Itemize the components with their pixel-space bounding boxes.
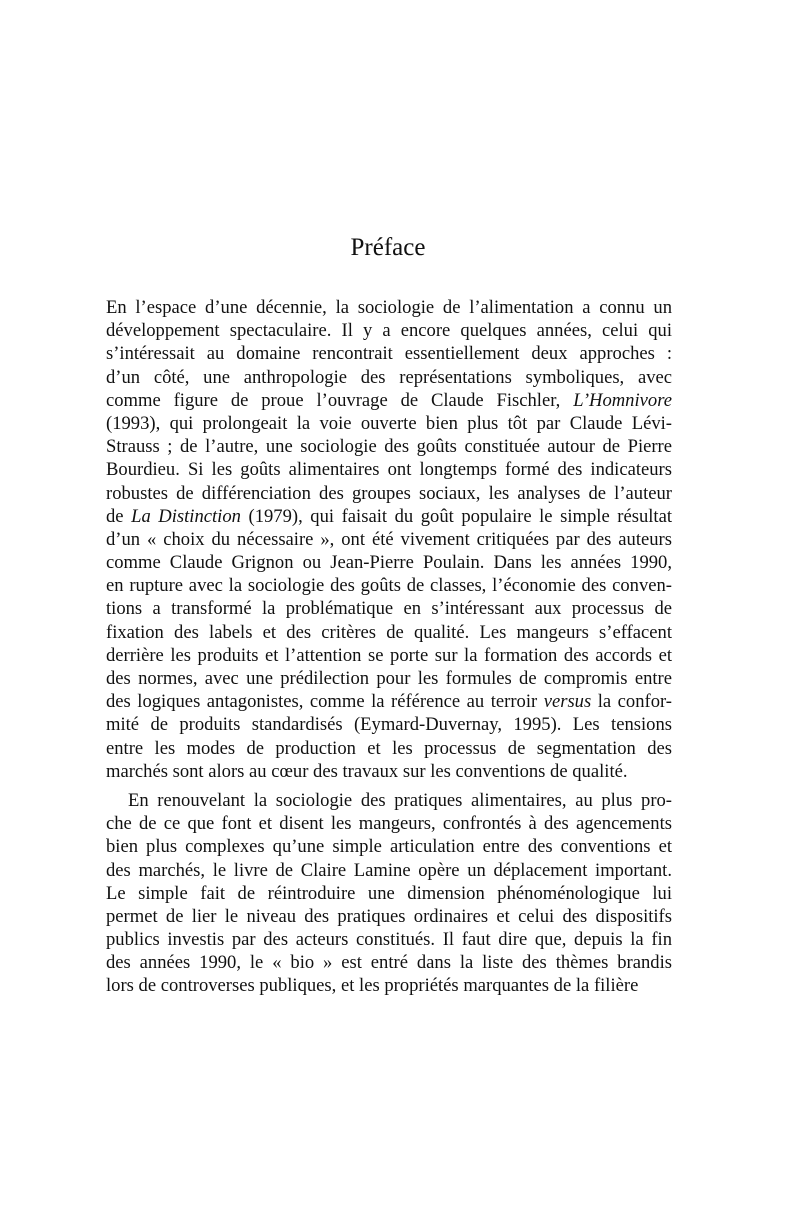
- text-segment: lors de controverses publiques, et les propriétés marquantes de la filière: [106, 975, 639, 997]
- text-line: [106, 574, 672, 597]
- text-line: [106, 859, 672, 882]
- text-segment: En l’espace d’une décennie, la sociologie de l’alimentation a connu un: [106, 297, 672, 318]
- text-segment: des normes, avec une prédilection pour les formules de compromis entre: [106, 668, 672, 689]
- text-segment: d’un côté, une anthropologie des représentations symboliques, avec: [106, 366, 672, 388]
- text-segment: L’Homnivore: [573, 389, 672, 411]
- text-line: [106, 835, 672, 858]
- text-line: [106, 951, 672, 974]
- text-segment: s’intéressait au domaine rencontrait essentiellement deux approches :: [106, 343, 672, 365]
- text-line: [106, 482, 672, 505]
- text-segment: publics investis par des acteurs constitués. Il faut dire que, depuis la fin: [106, 929, 672, 951]
- text-segment: d’un « choix du nécessaire », ont été vivement critiquées par des auteurs: [106, 528, 672, 550]
- text-line: [106, 319, 672, 342]
- text-line: [106, 528, 672, 551]
- text-segment: des années 1990, le « bio » est entré dans la liste des thèmes brandis: [106, 952, 672, 974]
- text-segment: (1979), qui faisait du goût populaire le simple résultat: [240, 505, 672, 527]
- page-title: Préface: [350, 234, 426, 261]
- text-segment: versus: [543, 691, 592, 713]
- paragraph: [106, 789, 672, 998]
- text-line: [106, 667, 672, 690]
- text-line: [106, 644, 672, 667]
- text-segment: des marchés, le livre de Claire Lamine opère un déplacement important.: [106, 859, 672, 881]
- body-text: [106, 296, 672, 998]
- paragraph: [106, 296, 672, 783]
- text-line: [106, 412, 672, 435]
- text-segment: derrière les produits et l’attention se porte sur la formation des accords et: [106, 644, 672, 666]
- text-segment: marchés sont alors au cœur des travaux sur les conventions de qualité.: [106, 760, 628, 782]
- text-segment: développement spectaculaire. Il y a encore quelques années, celui qui: [106, 320, 672, 342]
- text-line: [106, 713, 672, 736]
- text-segment: robustes de différenciation des groupes sociaux, les analyses de l’auteur: [106, 482, 672, 504]
- text-segment: Bourdieu. Si les goûts alimentaires ont longtemps formé des indicateurs: [106, 459, 672, 481]
- text-segment: Strauss ; de l’autre, une sociologie des goûts constituée autour de Pierre: [106, 436, 672, 458]
- text-line: [106, 389, 672, 412]
- text-segment: fixation des labels et des critères de qualité. Les mangeurs s’effacent: [106, 621, 672, 643]
- text-line: [106, 296, 672, 319]
- text-segment: bien plus complexes qu’une simple articulation entre des conventions et: [106, 836, 672, 858]
- text-segment: des logiques antagonistes, comme la référence au terroir: [106, 691, 544, 713]
- text-segment: La Distinction: [131, 505, 241, 527]
- text-segment: en rupture avec la sociologie des goûts de classes, l’économie des conven-: [106, 575, 672, 597]
- text-line: [106, 737, 672, 760]
- text-segment: comme Claude Grignon ou Jean-Pierre Poulain. Dans les années 1990,: [106, 552, 672, 574]
- text-line: [106, 366, 672, 389]
- text-segment: entre les modes de production et les processus de segmentation des: [106, 737, 672, 759]
- text-segment: tions a transformé la problématique en s’intéressant aux processus de: [106, 598, 672, 620]
- text-segment: permet de lier le niveau des pratiques ordinaires et celui des dispositifs: [106, 905, 672, 927]
- text-segment: la confor-: [591, 691, 672, 713]
- text-segment: comme figure de proue l’ouvrage de Claude Fischler,: [106, 389, 574, 411]
- text-segment: mité de produits standardisés (Eymard-Duvernay, 1995). Les tensions: [106, 714, 672, 736]
- text-line: [106, 905, 672, 928]
- text-segment: che de ce que font et disent les mangeurs, confrontés à des agencements: [106, 813, 672, 835]
- text-line: [106, 928, 672, 951]
- text-line: [106, 882, 672, 905]
- text-line: [106, 435, 672, 458]
- text-segment: En renouvelant la sociologie des pratiques alimentaires, au plus pro-: [128, 789, 672, 811]
- text-line: [106, 342, 672, 365]
- text-line: [106, 551, 672, 574]
- text-line: [106, 974, 672, 997]
- text-line: [106, 597, 672, 620]
- text-line: [106, 690, 672, 713]
- text-line: [106, 505, 672, 528]
- text-segment: de: [106, 505, 132, 527]
- text-line: [106, 812, 672, 835]
- text-line: [106, 458, 672, 481]
- text-segment: (1993), qui prolongeait la voie ouverte bien plus tôt par Claude Lévi-: [106, 412, 672, 434]
- text-line: [106, 789, 672, 812]
- text-segment: Le simple fait de réintroduire une dimension phénoménologique lui: [106, 882, 672, 904]
- text-line: [106, 621, 672, 644]
- text-line: [106, 760, 672, 783]
